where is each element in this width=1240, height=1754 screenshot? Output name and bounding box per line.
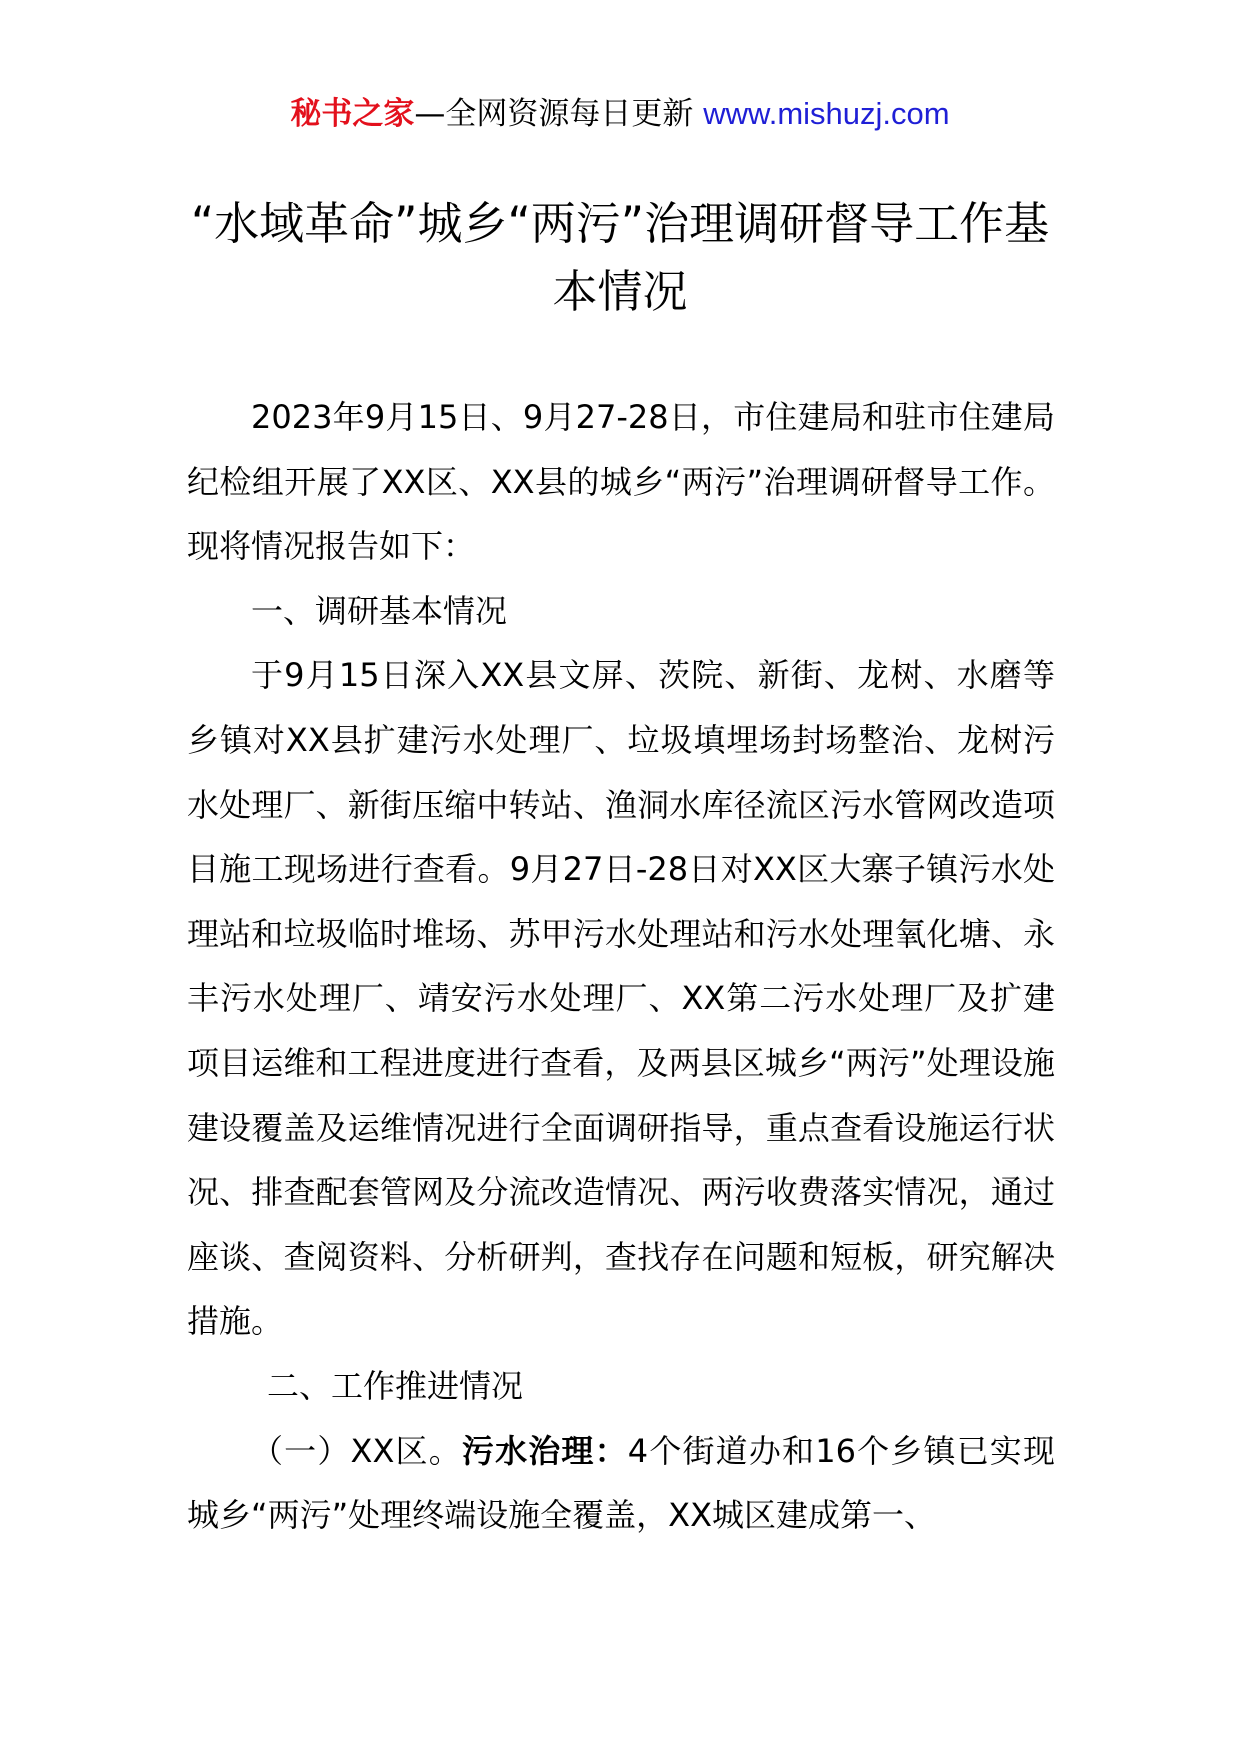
section-heading-1: 一、调研基本情况 xyxy=(251,591,508,630)
subsection-text: 4个街道办和16个乡镇已实现城乡“两污”处理终端设施全覆盖，XX城区建成第一、 xyxy=(187,1431,1055,1535)
document-body xyxy=(187,385,1055,1548)
site-url-link[interactable]: www.mishuzj.com xyxy=(703,96,950,131)
header-tagline: —全网资源每日更新 xyxy=(414,96,704,132)
document-title: “水域革命”城乡“两污”治理调研督导工作基本情况 xyxy=(190,197,1050,318)
site-header xyxy=(0,94,1240,134)
subsection-bold-label: 污水治理： xyxy=(461,1431,628,1470)
section2-paragraph xyxy=(187,1419,1055,1548)
section-heading-2: 二、工作推进情况 xyxy=(267,1366,524,1405)
section1-paragraph: 于9月15日深入XX县文屏、茨院、新街、龙树、水磨等乡镇对XX县扩建污水处理厂、垃圾填埋场封场整治、龙树污水处理厂、新街压缩中转站、渔洞水库径流区污水管网改造项目施工现场进行查看。9月27日-28日对XX区大寨子镇污水处理站和垃圾临时堆场、苏甲污水处理站和污水处理氧化塘、永丰污水处理厂、靖安污水处理厂、XX第二污水处理厂及扩建项目运维和工程进度进行查看，及两县区城乡“两污”处理设施建设覆盖及运维情况进行全面调研指导，重点查看设施运行状况、排查配套管网及分流改造情况、两污收费落实情况，通过座谈、查阅资料、分析研判，查找存在问题和短板，研究解决措施。 xyxy=(187,656,1055,1341)
intro-paragraph: 2023年9月15日、9月27-28日，市住建局和驻市住建局纪检组开展了XX区、XX县的城乡“两污”治理调研督导工作。现将情况报告如下： xyxy=(187,398,1055,566)
subsection-prefix: （一）XX区。 xyxy=(251,1431,462,1470)
brand-name: 秘书之家 xyxy=(290,96,415,132)
